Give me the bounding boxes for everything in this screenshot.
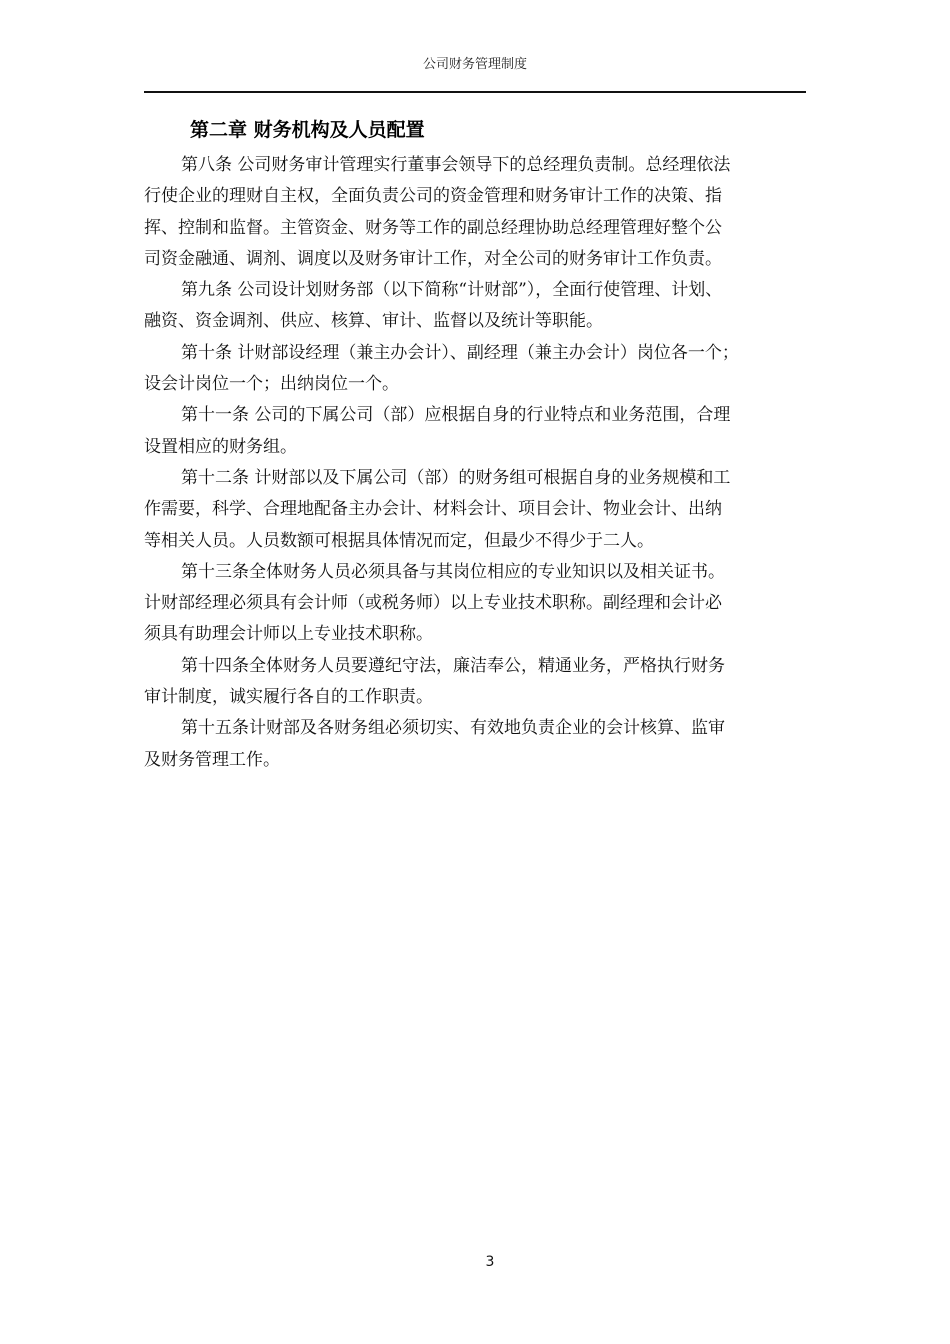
article-15 bbox=[144, 713, 810, 776]
article-line: 融资、资金调剂、供应、核算、审计、监督以及统计等职能。 bbox=[144, 311, 603, 332]
article-line: 行使企业的理财自主权，全面负责公司的资金管理和财务审计工作的决策、指 bbox=[144, 186, 722, 207]
header-divider bbox=[144, 91, 806, 93]
article-line: 及财务管理工作。 bbox=[144, 749, 280, 770]
article-line: 第十一条 公司的下属公司（部）应根据自身的行业特点和业务范围，合理 bbox=[181, 405, 731, 426]
article-line: 第十二条 计财部以及下属公司（部）的财务组可根据自身的业务规模和工 bbox=[181, 467, 731, 488]
article-line: 计财部经理必须具有会计师（或税务师）以上专业技术职称。副经理和会计必 bbox=[144, 593, 722, 614]
article-13 bbox=[144, 557, 810, 651]
article-line: 第九条 公司设计划财务部（以下简称“计财部”），全面行使管理、计划、 bbox=[181, 280, 723, 301]
article-10 bbox=[144, 338, 810, 401]
article-line: 第十四条全体财务人员要遵纪守法，廉洁奉公，精通业务，严格执行财务 bbox=[181, 655, 725, 676]
article-11 bbox=[144, 400, 810, 463]
article-9 bbox=[144, 275, 810, 338]
chapter-title: 第二章 财务机构及人员配置 bbox=[190, 119, 425, 141]
article-line: 第十五条计财部及各财务组必须切实、有效地负责企业的会计核算、监审 bbox=[181, 718, 725, 739]
article-line: 司资金融通、调剂、调度以及财务审计工作，对全公司的财务审计工作负责。 bbox=[144, 248, 722, 269]
page-number: 3 bbox=[485, 1254, 495, 1270]
article-line: 设置相应的财务组。 bbox=[144, 436, 297, 457]
article-12 bbox=[144, 463, 810, 557]
document-body bbox=[144, 150, 810, 776]
article-14 bbox=[144, 651, 810, 714]
page-header-title: 公司财务管理制度 bbox=[422, 57, 527, 72]
article-line: 等相关人员。人员数额可根据具体情况而定，但最少不得少于二人。 bbox=[144, 530, 654, 551]
article-line: 挥、控制和监督。主管资金、财务等工作的副总经理协助总经理管理好整个公 bbox=[144, 217, 722, 238]
article-line: 第八条 公司财务审计管理实行董事会领导下的总经理负责制。总经理依法 bbox=[181, 155, 731, 175]
article-line: 审计制度，诚实履行各自的工作职责。 bbox=[144, 687, 433, 708]
article-line: 须具有助理会计师以上专业技术职称。 bbox=[144, 624, 433, 645]
article-line: 第十条 计财部设经理（兼主办会计）、副经理（兼主办会计）岗位各一个； bbox=[181, 342, 739, 363]
article-line: 第十三条全体财务人员必须具备与其岗位相应的专业知识以及相关证书。 bbox=[181, 561, 725, 582]
article-line: 设会计岗位一个；出纳岗位一个。 bbox=[144, 374, 399, 395]
article-8 bbox=[144, 150, 810, 275]
article-line: 作需要，科学、合理地配备主办会计、材料会计、项目会计、物业会计、出纳 bbox=[144, 499, 722, 520]
